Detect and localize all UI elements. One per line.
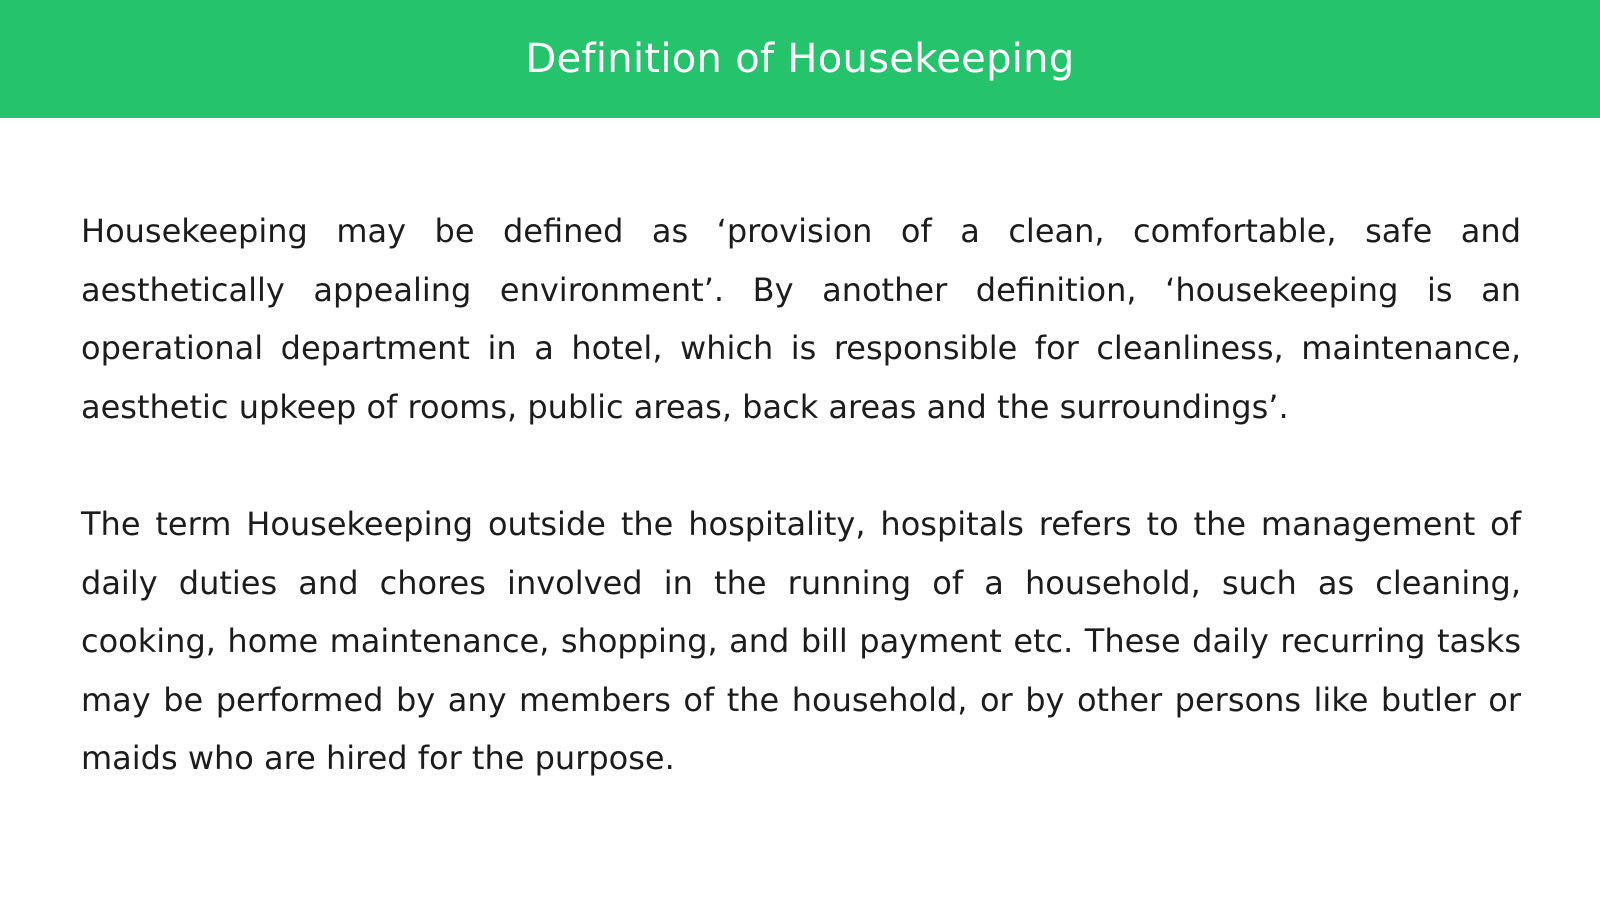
paragraph-term-outside-hospitality: The term Housekeeping outside the hospitality, hospitals refers to the management of daily duties and chores involved in the running of a household, such as cleaning, cooking, home maintenance, shopping, and bill payment etc. These daily recurring tasks may be performed by any members of the household, or by other persons like butler or maids who are hired for the purpose. bbox=[81, 505, 1521, 777]
content-body bbox=[81, 202, 1521, 788]
paragraph-definition: Housekeeping may be defined as ‘provision of a clean, comfortable, safe and aesthetically appealing environment’. By another definition, ‘housekeeping is an operational department in a hotel, which is responsible for cleanliness, maintenance, aesthetic upkeep of rooms, public areas, back areas and the surroundings’. bbox=[81, 212, 1521, 426]
title-banner bbox=[0, 0, 1600, 118]
page-title: Definition of Housekeeping bbox=[525, 36, 1075, 82]
